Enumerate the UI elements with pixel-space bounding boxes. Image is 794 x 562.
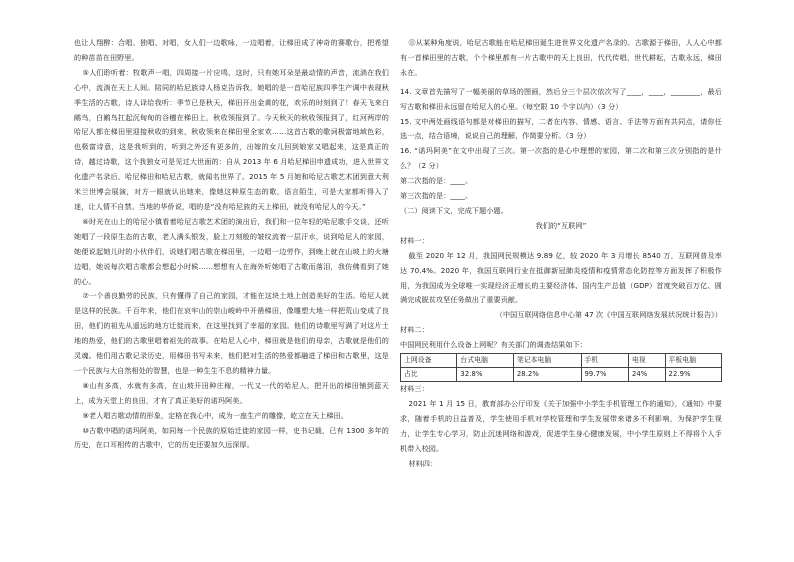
right-column [400, 36, 722, 471]
device-usage-table [400, 353, 722, 382]
paragraph: ⑪从某种角度说，哈尼古歌能在哈尼梯田诞生进世界文化遗产名录的。古歌源于梯田，人人心中都有一首梯田里的古歌，个个梯里都有一片古歌中的天上良田，代代传唱，世代耕耘，古歌永远，梯田永在。 [400, 38, 722, 77]
table-cell: 电视 [628, 354, 665, 368]
material-3-text: 2021 年 1 月 15 日，教育部办公厅印发《关于加强中小学生手机管理工作的通知》，《通知》中要求，随着手机的日益普及，学生使用手机对学校管理和学生发展带来诸多不利影响，为保护学生视力，让学生专心学习，防止沉迷网络和游戏，促进学生身心健康发展，中小学生原则上不得将个人手机带入校园。 [400, 398, 722, 453]
material-1-label: 材料一： [400, 235, 429, 245]
table-cell: 24% [628, 368, 665, 382]
table-cell: 占比 [401, 368, 457, 382]
table-cell: 笔记本电脑 [513, 354, 581, 368]
article-title: 我们的“互联网” [535, 220, 587, 230]
paragraph: ⑨老人唱古歌动情的形象，定格在我心中，成为一座生产的雕像，屹立在天上梯田。 [82, 410, 348, 420]
material-4-label: 材料四： [408, 458, 438, 468]
question-15: 15. 文中两处画线语句都是对梯田的描写，二者在内容、情感、语言、手法等方面有共同点，请你任选一点，结合语境，说说自己的理解，作简要分析。（3 分） [400, 116, 722, 141]
material-3-label: 材料三： [400, 384, 429, 394]
question-16: 16. “诺玛阿美”在文中出现了三次。第一次指的是心中理想的家园，第二次和第三次分别指的是什么？（2 分） [400, 146, 722, 171]
question-14: 14. 文章首先描写了一幅美丽的草场的图画，然后分三个层次依次写了____，____，________，最后写古歌和梯田永远留在哈尼人的心里。（每空限 10 个字以内）（3 分） [400, 86, 722, 111]
material-1-text: 截至 2020 年 12 月，我国网民规模达 9.89 亿，较 2020 年 3 月增长 8540 万，互联网普及率达 70.4%。2020 年，我国互联网行业在抵御新冠肺炎疫情和疫情常态化防控等方面发挥了积极作用，为我国成为全球唯一实现经济正增长的主要经济体、国内生产总值（GDP）首度突破百万亿、圆满完成脱贫攻坚任务做出了重要贡献。 [400, 250, 722, 305]
paragraph: ⑩古歌中唱的诺玛阿美，如同每一个民族的原始迁徙的家园一样，史书记载，已有 1300 多年的历史，在口耳相传的古歌中，它的历史还要加久远深厚。 [74, 425, 389, 450]
table-header-row [401, 354, 722, 368]
paragraph: ⑦一个善良勤劳的民族，只有懂得了自己的家园，才能在这块土地上创造美好的生活。哈尼人就是这样的民族。千百年来，他们在哀牢山的崇山峻岭中开凿梯田，像雕塑大地一样把荒山变成了良田，他们的祖先从遥远的地方迁徙而来，在这里找到了幸福的家园。他们的诗歌里写满了对这片土地的热爱，他们的古歌里唱着祖先的故事。在哈尼人心中，梯田就是他们的母亲，古歌就是他们的灵魂。他们用古歌记录历史，用梯田书写未来，他们把对生活的热爱都融进了梯田和古歌里，这是一个民族与大自然相处的智慧，也是一种生生不息的精神力量。 [74, 291, 389, 375]
table-cell: 手机 [581, 354, 628, 368]
table-cell: 上网设备 [401, 354, 457, 368]
paragraph: ⑤人们聆听着：牧歌声一唱，四周接一片应鸣，这时，只有她耳朵是最动情的声音，流淌在我们心中，流淌在天上人间。陪同的哈尼族诗人杨克告诉我，她唱的是一首哈尼族四季生产调中表现秋季生活的古歌，诗人译给我听：季节已是秋天，梯田开出金黄的花，欢乐的时刻到了！春天飞来白鹇鸟，白鹇鸟扛起沉甸甸的谷穗在梯田上，秋收领报到了。今天秋天的秋收领报到了，红河两岸的哈尼人都在梯田里迎接秋收的到来，秋收领来在梯田里全家欢……这首古歌的歌词极富地域色彩，也极富诗意，这是我听到的，听到之外还有更多的，出嫁的女儿回到娘家又唱起来，这是真正的诗，越过诗歌，这个我独女可是见过大世面的：自从 2013 年 6 月哈尼梯田申遗成功，进入世界文化遗产名录后，哈尼梯田和哈尼古歌，就闻名世界了。2015 年 5 月她和哈尼古歌艺术团到意大利米兰世博会展演，对方一眼就认出她来，像她这种原生态的歌，语言陌生，可是大家都听得入了迷，让人情不自禁。当地的华侨说，唱的是“没有哈尼族的天上梯田，就没有哈尼人的今天。” [74, 67, 389, 211]
paragraph: ⑧山有多高，水就有多高，在山坡开田种庄稼，一代又一代的哈尼人，把开出的梯田铺到蓝天上，成为天堂上的良田，才有了真正美好的诺玛阿美。 [74, 380, 389, 405]
material-1-source: （中国互联网络信息中心第 47 次《中国互联网络发展状况统计报告》） [495, 310, 722, 320]
table-row [401, 368, 722, 382]
paragraph: 也让人翔醉：合唱、独唱、对唱，女人们一边歌咏，一边唱着，让梯田成了神奇的赛歌台，把希望的种苗苗在田野里。 [74, 38, 389, 62]
table-cell: 台式电脑 [457, 354, 513, 368]
table-cell: 28.2% [513, 368, 581, 382]
answer-line-third: 第三次指的是：____。 [400, 191, 473, 201]
table-cell: 32.8% [457, 368, 513, 382]
section-header: （二）阅读下文，完成下题小题。 [400, 205, 508, 215]
material-2-intro: 中国网民利用什么设备上网呢？有关部门的调查结果如下： [400, 340, 588, 350]
paragraph: ⑥时光在山上的哈尼小镇看着哈尼古歌艺术团的演出后，我们和一位年轻的哈尼歌手交谈，还听她唱了一段原生态的古歌，老人满头银发，脸上刀刻般的皱纹流着一层汗水，说到哈尼人的家园，她便说起她儿时的小伙伴们，说她们唱古歌在梯田里，一边唱一边劳作，到晚上就在山坡上的火塘边唱，她说每次唱古歌都会想起小时候……想想有人在海外听她唱了古歌而落泪，我仿佛看到了她的心。 [74, 216, 389, 286]
answer-line-second: 第二次指的是：____。 [400, 176, 473, 186]
table-cell: 22.9% [665, 368, 721, 382]
material-2-label: 材料二： [400, 325, 429, 335]
table-cell: 99.7% [581, 368, 628, 382]
table-cell: 平板电脑 [665, 354, 721, 368]
left-column [74, 36, 389, 453]
